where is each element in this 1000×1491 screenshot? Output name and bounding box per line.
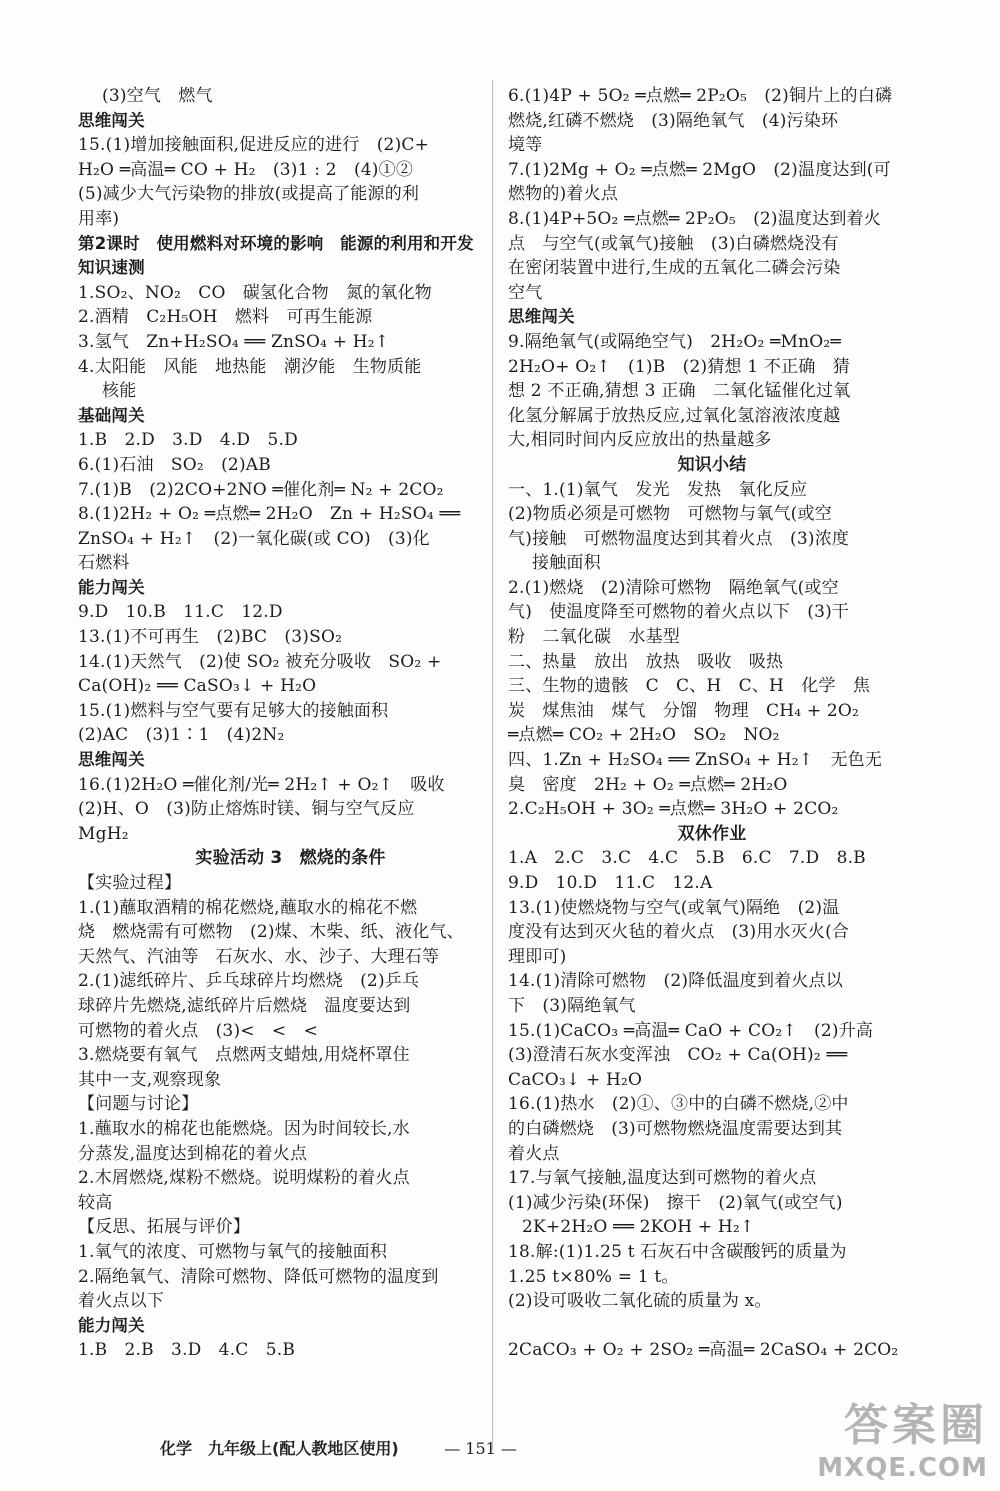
answer-line: 18.解:(1)1.25 t 石灰石中含碳酸钙的质量为 bbox=[508, 1241, 847, 1262]
answer-line: 炭 煤焦油 煤气 分馏 物理 CH₄ + 2O₂ bbox=[508, 700, 860, 721]
answer-line: 2K+2H₂O ══ 2KOH + H₂↑ bbox=[522, 1217, 755, 1238]
section-heading: 能力闯关 bbox=[78, 577, 145, 597]
answer-line: 粉 二氧化碳 水基型 bbox=[508, 627, 680, 648]
section-heading: 知识速测 bbox=[78, 258, 145, 278]
answer-line: 17.与氧气接触,温度达到可燃物的着火点 bbox=[508, 1168, 817, 1189]
section-heading: 知识小结 bbox=[677, 454, 747, 475]
answer-line: 16.(1)2H₂O ═催化剂/光═ 2H₂↑ + O₂↑ 吸收 bbox=[78, 774, 445, 795]
answer-line: 化氢分解属于放热反应,过氧化氢溶液浓度越 bbox=[508, 405, 841, 426]
answer-line: 1.A 2.C 3.C 4.C 5.B 6.C 7.D 8.B bbox=[508, 848, 866, 869]
answer-line: 大,相同时间内反应放出的热量越多 bbox=[508, 430, 772, 451]
answer-line: 气)接触 可燃物温度达到其着火点 (3)浓度 bbox=[508, 528, 850, 549]
answer-line: 【实验过程】 bbox=[78, 873, 182, 893]
answer-line: 7.(1)B (2)2CO+2NO ═催化剂═ N₂ + 2CO₂ bbox=[78, 479, 444, 500]
answer-line: 2.酒精 C₂H₅OH 燃料 可再生能源 bbox=[78, 307, 373, 328]
answer-line: 烧 燃烧需有可燃物 (2)煤、木柴、纸、液化气、 bbox=[78, 922, 464, 943]
answer-line: 16.(1)热水 (2)①、③中的白磷不燃烧,②中 bbox=[508, 1094, 849, 1115]
answer-line: 分蒸发,温度达到棉花的着火点 bbox=[78, 1143, 308, 1164]
answer-line: 15.(1)燃料与空气要有足够大的接触面积 bbox=[78, 700, 389, 721]
answer-line: 14.(1)天然气 (2)使 SO₂ 被充分吸收 SO₂ + bbox=[78, 651, 442, 672]
answer-line: 7.(1)2Mg + O₂ ═点燃═ 2MgO (2)温度达到(可 bbox=[508, 159, 891, 180]
answer-line: 四、1.Zn + H₂SO₄ ══ ZnSO₄ + H₂↑ 无色无 bbox=[508, 750, 883, 771]
section-heading: 实验活动 3 燃烧的条件 bbox=[195, 848, 386, 869]
answer-line: 其中一支,观察现象 bbox=[78, 1069, 222, 1090]
section-heading: 思维闯关 bbox=[78, 750, 145, 770]
answer-line: H₂O ═高温═ CO + H₂ (3)1 : 2 (4)①② bbox=[78, 159, 414, 180]
watermark-logo bbox=[817, 1389, 988, 1483]
answer-line: ZnSO₄ + H₂↑ (2)一氧化碳(或 CO) (3)化 bbox=[78, 528, 430, 549]
answer-line: 13.(1)不可再生 (2)BC (3)SO₂ bbox=[78, 627, 343, 648]
answer-line: (3)空气 燃气 bbox=[102, 86, 213, 106]
watermark-title: 答案圈 bbox=[844, 1400, 988, 1451]
answer-line: 3.燃烧要有氧气 点燃两支蜡烛,用烧杯罩住 bbox=[78, 1045, 410, 1066]
answer-line: 下 (3)隔绝氧气 bbox=[508, 995, 636, 1016]
answer-line: 臭 密度 2H₂ + O₂ ═点燃═ 2H₂O bbox=[508, 774, 788, 795]
answer-line: 度没有达到灭火毡的着火点 (3)用水灭火(合 bbox=[508, 922, 850, 943]
answer-line: 4.太阳能 风能 地热能 潮汐能 生物质能 bbox=[78, 356, 422, 377]
answer-line: 1.氧气的浓度、可燃物与氧气的接触面积 bbox=[78, 1241, 388, 1262]
answer-line: 一、1.(1)氧气 发光 发热 氧化反应 bbox=[508, 479, 808, 500]
answer-line: 1.B 2.B 3.D 4.C 5.B bbox=[78, 1340, 296, 1361]
column-divider bbox=[492, 80, 493, 1450]
section-heading: 能力闯关 bbox=[78, 1315, 145, 1335]
answer-line: (3)澄清石灰水变浑浊 CO₂ + Ca(OH)₂ ══ bbox=[508, 1045, 848, 1066]
answer-line: 15.(1)增加接触面积,促进反应的进行 (2)C+ bbox=[78, 135, 430, 156]
answer-line: CaCO₃↓ + H₂O bbox=[508, 1069, 643, 1090]
answer-line: (2)物质必须是可燃物 可燃物与氧气(或空 bbox=[508, 504, 832, 525]
answer-line: (2)设可吸收二氧化硫的质量为 x。 bbox=[508, 1291, 772, 1312]
answer-line: 8.(1)2H₂ + O₂ ═点燃═ 2H₂O Zn + H₂SO₄ ══ bbox=[78, 504, 461, 525]
answer-line: 1.(1)蘸取酒精的棉花燃烧,蘸取水的棉花不燃 bbox=[78, 897, 418, 918]
answer-line: 1.蘸取水的棉花也能燃烧。因为时间较长,水 bbox=[78, 1118, 410, 1139]
answer-line: 2CaCO₃ + O₂ + 2SO₂ ═高温═ 2CaSO₄ + 2CO₂ bbox=[508, 1340, 899, 1361]
answer-line: Ca(OH)₂ ══ CaSO₃↓ + H₂O bbox=[78, 676, 317, 697]
answer-line: 想 2 不正确,猜想 3 正确 二氧化锰催化过氧 bbox=[508, 381, 851, 402]
answer-line: 燃烧,红磷不燃烧 (3)隔绝氧气 (4)污染环 bbox=[508, 110, 839, 131]
answer-line: 着火点 bbox=[508, 1143, 560, 1164]
answer-line: 可燃物的着火点 (3)< < < bbox=[78, 1020, 319, 1041]
answer-line: 在密闭装置中进行,生成的五氧化二磷会污染 bbox=[508, 258, 841, 279]
answer-line: 6.(1)4P + 5O₂ ═点燃═ 2P₂O₅ (2)铜片上的白磷 bbox=[508, 86, 893, 106]
answer-line bbox=[508, 1314, 916, 1339]
answer-line: 9.隔绝氧气(或隔绝空气) 2H₂O₂ ═MnO₂═ bbox=[508, 331, 841, 352]
answer-line: 境等 bbox=[508, 135, 543, 156]
left-column bbox=[78, 84, 503, 1363]
answer-line: 2.(1)滤纸碎片、乒乓球碎片均燃烧 (2)乒乓 bbox=[78, 971, 420, 992]
answer-line: 3.氢气 Zn+H₂SO₄ ══ ZnSO₄ + H₂↑ bbox=[78, 331, 390, 352]
answer-line: ═点燃═ CO₂ + 2H₂O SO₂ NO₂ bbox=[508, 725, 780, 746]
answer-line: 15.(1)CaCO₃ ═高温═ CaO + CO₂↑ (2)升高 bbox=[508, 1020, 874, 1041]
answer-line: 三、生物的遗骸 C C、H C、H 化学 焦 bbox=[508, 676, 871, 697]
answer-line: 14.(1)清除可燃物 (2)降低温度到着火点以 bbox=[508, 971, 843, 992]
answer-line: 1.B 2.D 3.D 4.D 5.D bbox=[78, 430, 298, 451]
answer-line: 1.SO₂、NO₂ CO 碳氢化合物 氮的氧化物 bbox=[78, 282, 432, 303]
section-heading: 思维闯关 bbox=[78, 110, 145, 130]
answer-line: (1)减少污染(环保) 擦干 (2)氧气(或空气) bbox=[508, 1192, 843, 1213]
page-number: — 151 — bbox=[444, 1439, 517, 1458]
answer-line: 球碎片先燃烧,滤纸碎片后燃烧 温度要达到 bbox=[78, 995, 411, 1016]
answer-line: (5)减少大气污染物的排放(或提高了能源的利 bbox=[78, 184, 420, 205]
footer-subject: 化学 九年级上(配人教地区使用) bbox=[160, 1439, 399, 1458]
answer-line: 较高 bbox=[78, 1192, 113, 1213]
answer-line: 2.C₂H₅OH + 3O₂ ═点燃═ 3H₂O + 2CO₂ bbox=[508, 799, 839, 820]
answer-line: 13.(1)使燃烧物与空气(或氧气)隔绝 (2)温 bbox=[508, 897, 840, 918]
answer-line: 2H₂O+ O₂↑ (1)B (2)猜想 1 不正确 猜 bbox=[508, 356, 850, 377]
right-column bbox=[508, 84, 916, 1363]
answer-line: 燃物的)着火点 bbox=[508, 184, 619, 205]
section-heading: 基础闯关 bbox=[78, 405, 145, 425]
answer-line: 【问题与讨论】 bbox=[78, 1094, 199, 1115]
answer-line: 点 与空气(或氧气)接触 (3)白磷燃烧没有 bbox=[508, 233, 839, 254]
answer-line: 9.D 10.D 11.C 12.A bbox=[508, 873, 713, 893]
answer-line: 气) 使温度降至可燃物的着火点以下 (3)干 bbox=[508, 602, 850, 623]
answer-line: 【反思、拓展与评价】 bbox=[78, 1217, 250, 1238]
answer-line: 2.隔绝氧气、清除可燃物、降低可燃物的温度到 bbox=[78, 1266, 439, 1287]
answer-line: (2)H、O (3)防止熔炼时镁、铜与空气反应 bbox=[78, 799, 415, 820]
section-heading: 思维闯关 bbox=[508, 307, 575, 327]
section-heading: 第2课时 使用燃料对环境的影响 能源的利用和开发 bbox=[78, 233, 474, 253]
answer-line: 着火点以下 bbox=[78, 1291, 164, 1312]
answer-line: 6.(1)石油 SO₂ (2)AB bbox=[78, 454, 271, 475]
answer-line: 理即可) bbox=[508, 946, 567, 967]
answer-line: MgH₂ bbox=[78, 823, 129, 844]
answer-line: (2)AC (3)1∶1 (4)2N₂ bbox=[78, 725, 285, 746]
answer-line: 二、热量 放出 放热 吸收 吸热 bbox=[508, 651, 784, 672]
answer-line: 空气 bbox=[508, 282, 543, 303]
answer-line: 2.木屑燃烧,煤粉不燃烧。说明煤粉的着火点 bbox=[78, 1168, 410, 1189]
answer-line: 接触面积 bbox=[532, 553, 601, 574]
answer-line: 核能 bbox=[102, 381, 137, 402]
answer-line: 石燃料 bbox=[78, 553, 130, 574]
answer-line: 8.(1)4P+5O₂ ═点燃═ 2P₂O₅ (2)温度达到着火 bbox=[508, 208, 881, 229]
answer-line: 2.(1)燃烧 (2)清除可燃物 隔绝氧气(或空 bbox=[508, 577, 839, 598]
answer-line: 1.25 t×80% = 1 t。 bbox=[508, 1266, 679, 1287]
answer-line: 天然气、汽油等 石灰水、水、沙子、大理石等 bbox=[78, 946, 440, 967]
watermark-url: MXQE.COM bbox=[817, 1453, 988, 1483]
answer-line: 的白磷燃烧 (3)可燃物燃烧温度需要达到其 bbox=[508, 1118, 843, 1139]
section-heading: 双休作业 bbox=[677, 823, 747, 844]
answer-line: 9.D 10.B 11.C 12.D bbox=[78, 602, 283, 623]
answer-line: 用率) bbox=[78, 208, 120, 229]
page-footer bbox=[160, 1436, 517, 1459]
